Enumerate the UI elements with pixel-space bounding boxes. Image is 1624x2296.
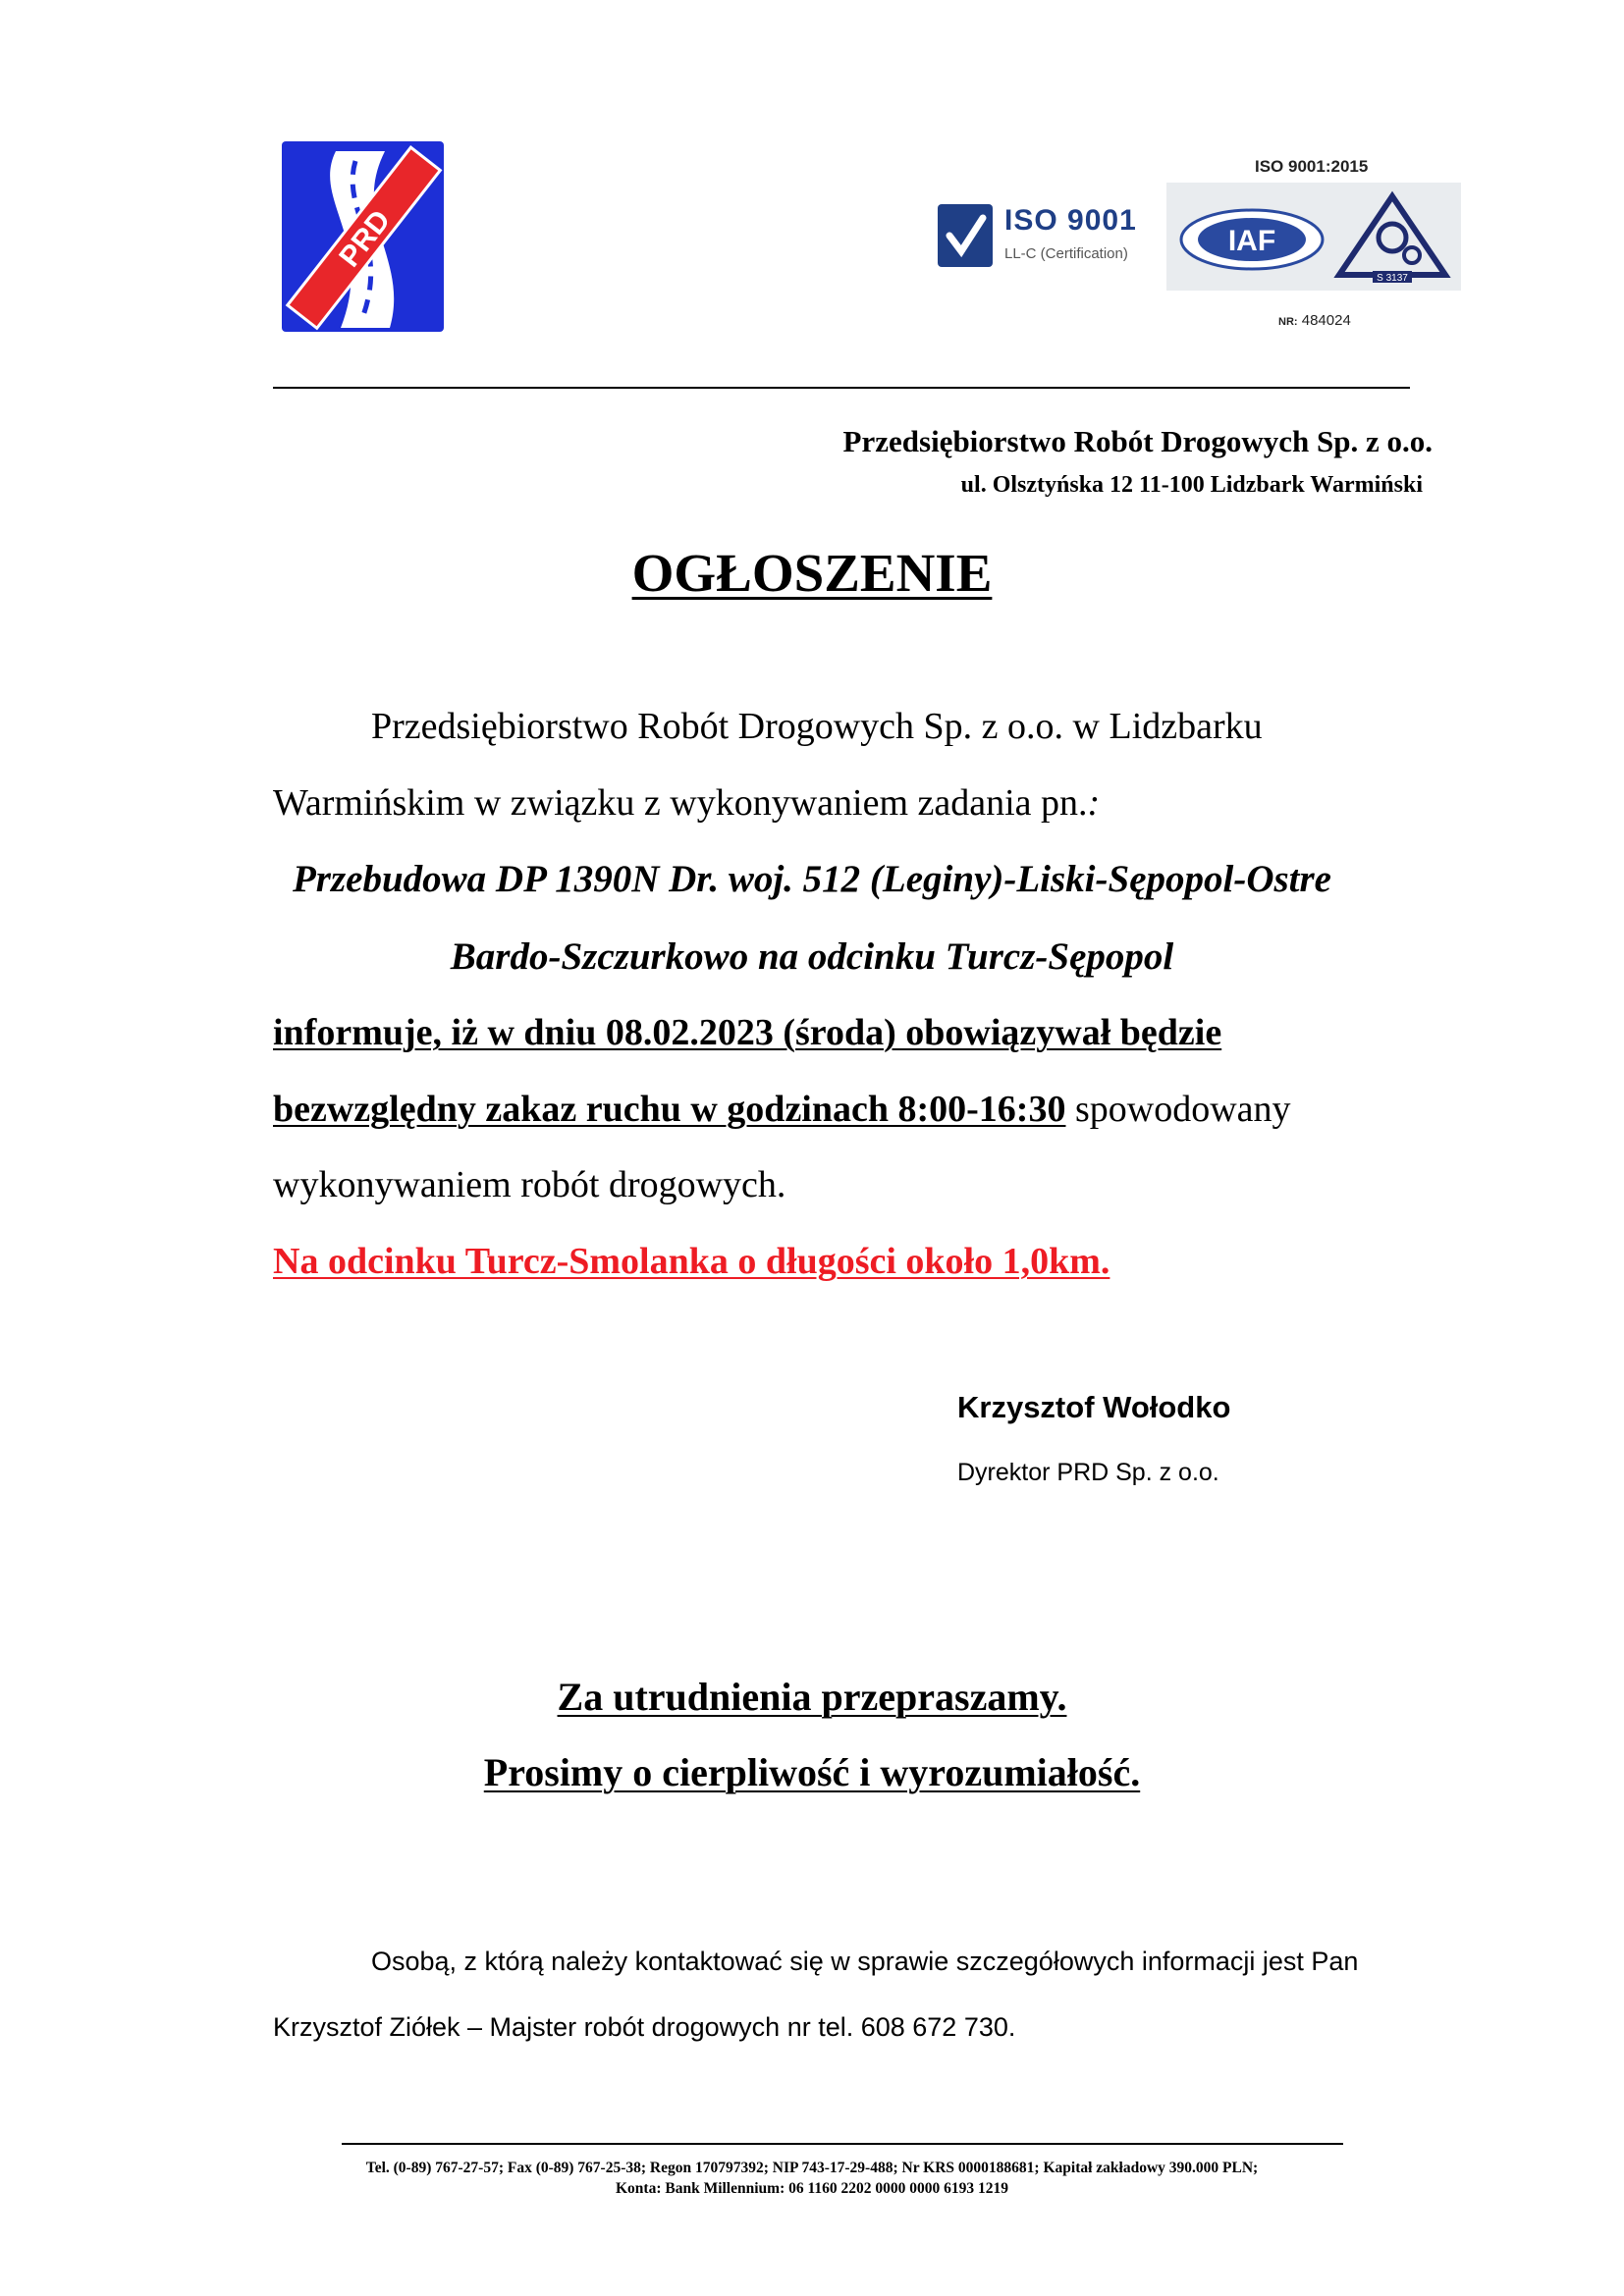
certificate-number-prefix: NR: bbox=[1278, 316, 1298, 328]
prd-company-logo bbox=[282, 141, 444, 332]
iso-9001-badge bbox=[938, 196, 1149, 275]
footer-bank-account: Konta: Bank Millennium: 06 1160 2202 0000 0000 6193 1219 bbox=[615, 2180, 1009, 2197]
footer-company-details: Tel. (0-89) 767-27-57; Fax (0-89) 767-25-38; Regon 170797392; NIP 743-17-29-488; Nr KRS 0000188681; Kapitał zakładowy 390.000 PLN; bbox=[365, 2160, 1259, 2176]
header-divider bbox=[273, 387, 1410, 389]
intro-line-2 bbox=[273, 781, 1100, 825]
checkmark-icon bbox=[938, 204, 993, 267]
section-notice: Na odcinku Turcz-Smolanka o długości około 1,0km. bbox=[273, 1241, 1110, 1282]
page-title: OGŁOSZENIE bbox=[631, 543, 993, 603]
certification-marks bbox=[1166, 183, 1461, 291]
info-line-2 bbox=[273, 1088, 1291, 1131]
certificate-number-value: 484024 bbox=[1301, 312, 1351, 329]
task-name-line-2: Bardo-Szczurkowo na odcinku Turcz-Sępopol bbox=[450, 935, 1174, 978]
task-name-line-1: Przebudowa DP 1390N Dr. woj. 512 (Leginy)-Liski-Sępopol-Ostre bbox=[292, 858, 1331, 900]
intro-line-2-colon: : bbox=[1087, 782, 1101, 824]
company-name: Przedsiębiorstwo Robót Drogowych Sp. z o.o. bbox=[842, 424, 1433, 458]
certificate-number bbox=[1278, 312, 1351, 329]
logo-text: PRD bbox=[333, 204, 398, 274]
accreditation-triangle-icon bbox=[1333, 190, 1451, 285]
info-line-3: wykonywaniem robót drogowych. bbox=[273, 1164, 786, 1205]
contact-line-2: Krzysztof Ziółek – Majster robót drogowych nr tel. 608 672 730. bbox=[273, 2012, 1016, 2042]
info-line-1 bbox=[273, 1011, 1221, 1054]
info-line-2-rest: spowodowany bbox=[1065, 1089, 1291, 1130]
info-line-1-text: informuje, iż w dniu 08.02.2023 (środa) obowiązywał będzie bbox=[273, 1012, 1222, 1053]
traffic-ban-hours: bezwzględny zakaz ruchu w godzinach 8:00-16:30 bbox=[273, 1089, 1066, 1130]
patience-line: Prosimy o cierpliwość i wyrozumiałość. bbox=[483, 1750, 1141, 1794]
intro-line-1: Przedsiębiorstwo Robót Drogowych Sp. z o.o. w Lidzbarku bbox=[371, 706, 1263, 747]
iso-badge-title: ISO 9001 bbox=[1004, 204, 1137, 237]
intro-line-2-text: Warmińskim w związku z wykonywaniem zadania pn. bbox=[273, 782, 1088, 824]
iso-badge-subtitle: LL-C (Certification) bbox=[1004, 245, 1128, 262]
iaf-logo-icon bbox=[1178, 208, 1326, 271]
accreditation-code: S 3137 bbox=[1377, 273, 1408, 284]
iso-standard-label: ISO 9001:2015 bbox=[1255, 157, 1369, 176]
contact-line-1: Osobą, z którą należy kontaktować się w sprawie szczegółowych informacji jest Pan bbox=[371, 1947, 1359, 1976]
company-address: ul. Olsztyńska 12 11-100 Lidzbark Warmiński bbox=[960, 472, 1423, 498]
footer-divider bbox=[342, 2143, 1343, 2145]
signer-name: Krzysztof Wołodko bbox=[957, 1390, 1231, 1424]
iaf-text: IAF bbox=[1227, 225, 1276, 257]
apology-line: Za utrudnienia przepraszamy. bbox=[557, 1675, 1067, 1719]
signer-role: Dyrektor PRD Sp. z o.o. bbox=[957, 1459, 1219, 1486]
